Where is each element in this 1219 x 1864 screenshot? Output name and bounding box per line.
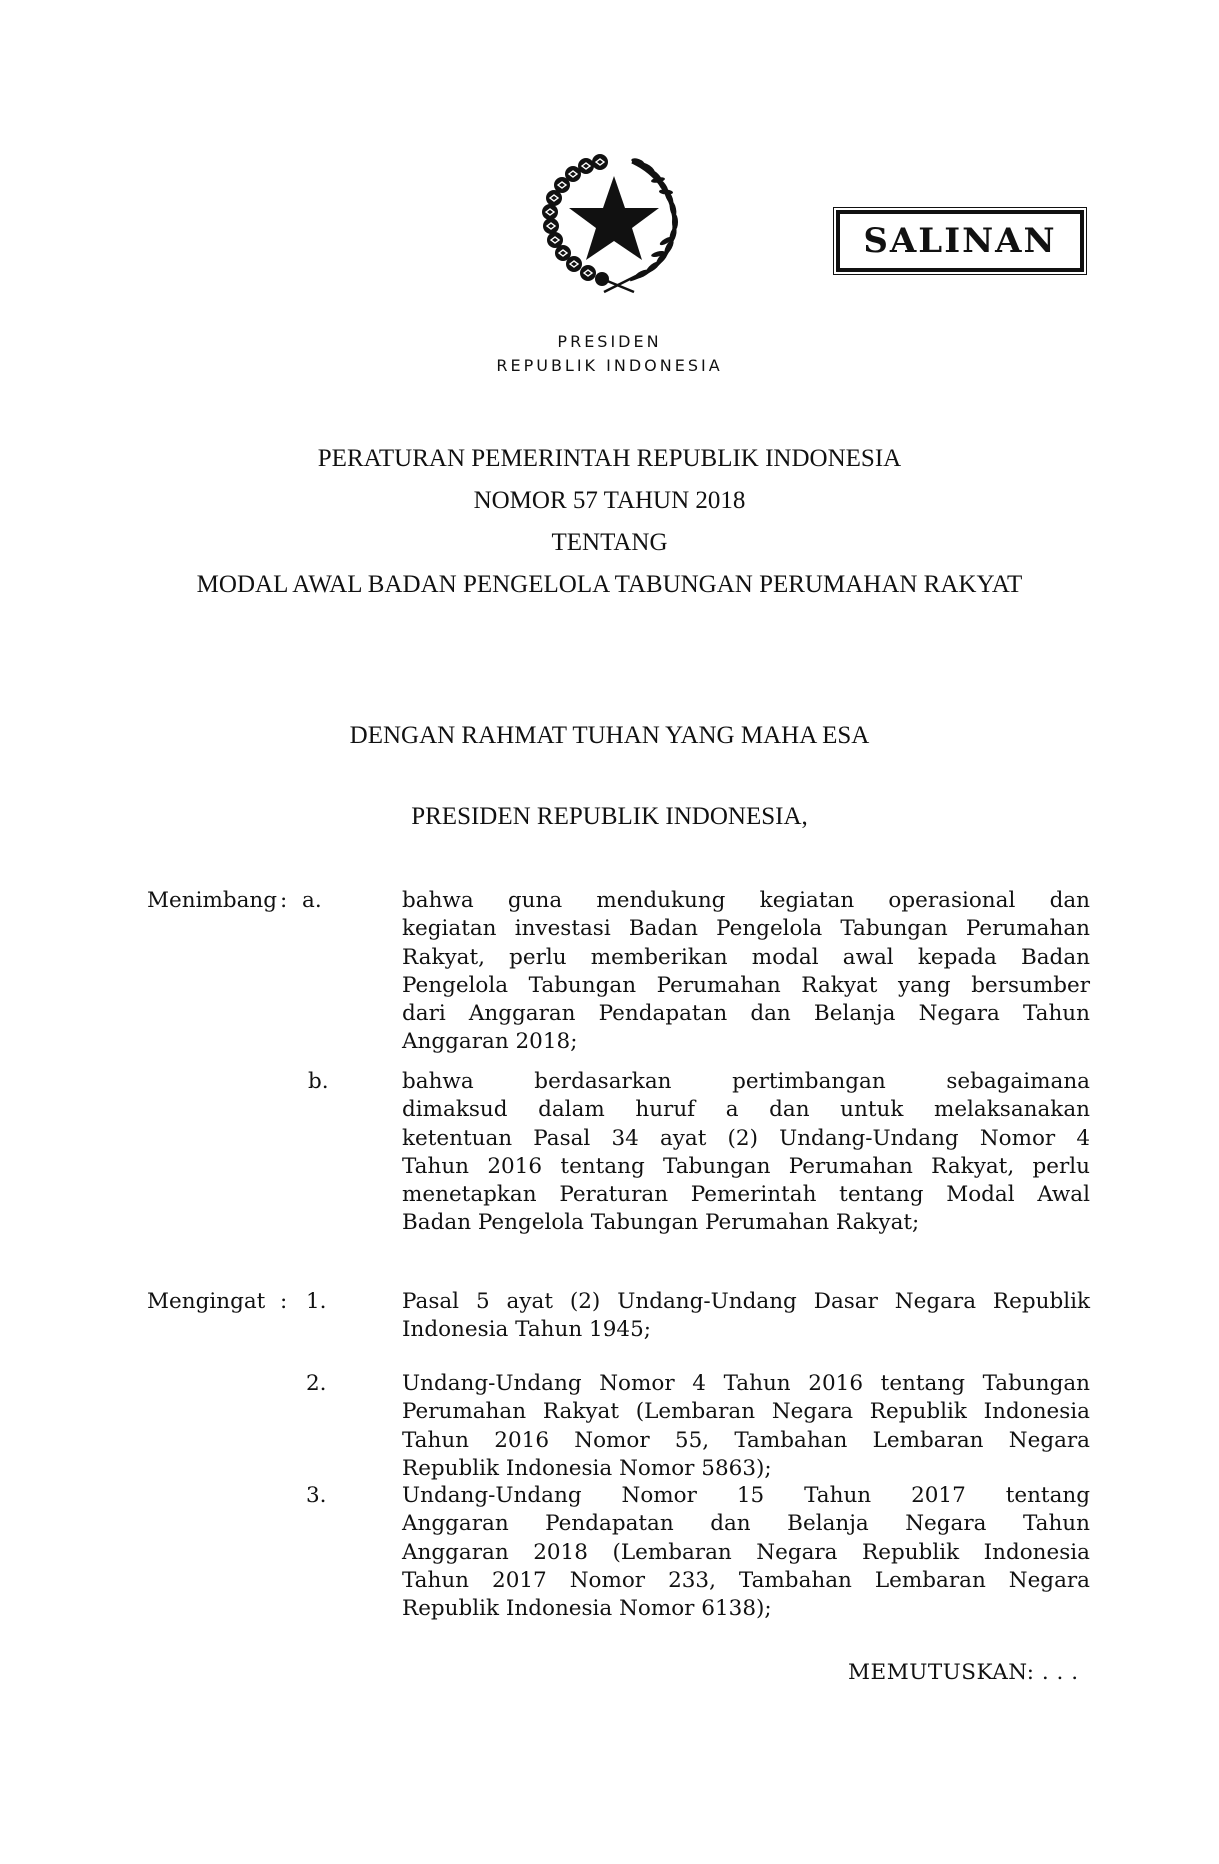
title-line-subject: MODAL AWAL BADAN PENGELOLA TABUNGAN PERUMAHAN RAKYAT <box>196 571 1023 598</box>
invocation: DENGAN RAHMAT TUHAN YANG MAHA ESA <box>349 722 870 749</box>
title-line-type: PERATURAN PEMERINTAH REPUBLIK INDONESIA <box>317 445 902 472</box>
title-line-about: TENTANG <box>551 529 668 556</box>
menimbang-item-a-num: a. <box>302 888 322 913</box>
salinan-label: SALINAN <box>863 221 1057 261</box>
menimbang-item-a-text: bahwa guna mendukung kegiatan operasional dan kegiatan investasi Badan Pengelola Tabungan Perumahan Rakyat, perlu memberikan modal awal kepada Badan Pengelola Tabungan Perumahan Rakyat yang bersumber dari Anggaran Pendapatan dan Belanja Negara Tahun Anggaran 2018; <box>402 888 1090 1055</box>
office-header <box>0 330 1219 378</box>
mengingat-item-2-num: 2. <box>306 1371 327 1396</box>
mengingat-item-3-text: Undang-Undang Nomor 15 Tahun 2017 tentang Anggaran Pendapatan dan Belanja Negara Tahun Anggaran 2018 (Lembaran Negara Republik Indonesia Tahun 2017 Nomor 233, Tambahan Lembaran Negara Republik Indonesia Nomor 6138); <box>402 1483 1090 1622</box>
mengingat-item-1-num: 1. <box>306 1289 327 1314</box>
next-page-catchword: MEMUTUSKAN: . . . <box>848 1660 1079 1685</box>
menimbang-item-b-num: b. <box>308 1069 329 1094</box>
office-line-president: PRESIDEN <box>557 332 662 351</box>
mengingat-item-1-text: Pasal 5 ayat (2) Undang-Undang Dasar Negara Republik Indonesia Tahun 1945; <box>402 1289 1090 1343</box>
issuer: PRESIDEN REPUBLIK INDONESIA, <box>411 803 808 830</box>
mengingat-item-3-num: 3. <box>306 1483 327 1508</box>
menimbang-item-b-text: bahwa berdasarkan pertimbangan sebagaimana dimaksud dalam huruf a dan untuk melaksanakan ketentuan Pasal 34 ayat (2) Undang-Undang Nomor 4 Tahun 2016 tentang Tabungan Perumahan Rakyat, perlu menetapkan Peraturan Pemerintah tentang Modal Awal Badan Pengelola Tabungan Perumahan Rakyat; <box>402 1069 1090 1236</box>
salinan-stamp <box>836 210 1084 272</box>
regulation-title <box>0 438 1219 606</box>
mengingat-label: Mengingat <box>147 1289 266 1314</box>
office-line-republic: REPUBLIK INDONESIA <box>496 356 723 375</box>
menimbang-colon: : <box>280 888 288 913</box>
menimbang-label: Menimbang <box>147 888 278 913</box>
mengingat-colon: : <box>280 1289 288 1314</box>
mengingat-item-2-text: Undang-Undang Nomor 4 Tahun 2016 tentang Tabungan Perumahan Rakyat (Lembaran Negara Republik Indonesia Tahun 2016 Nomor 55, Tambahan Lembaran Negara Republik Indonesia Nomor 5863); <box>402 1371 1090 1481</box>
title-line-number: NOMOR 57 TAHUN 2018 <box>473 487 746 514</box>
presidential-seal-icon <box>532 146 692 296</box>
